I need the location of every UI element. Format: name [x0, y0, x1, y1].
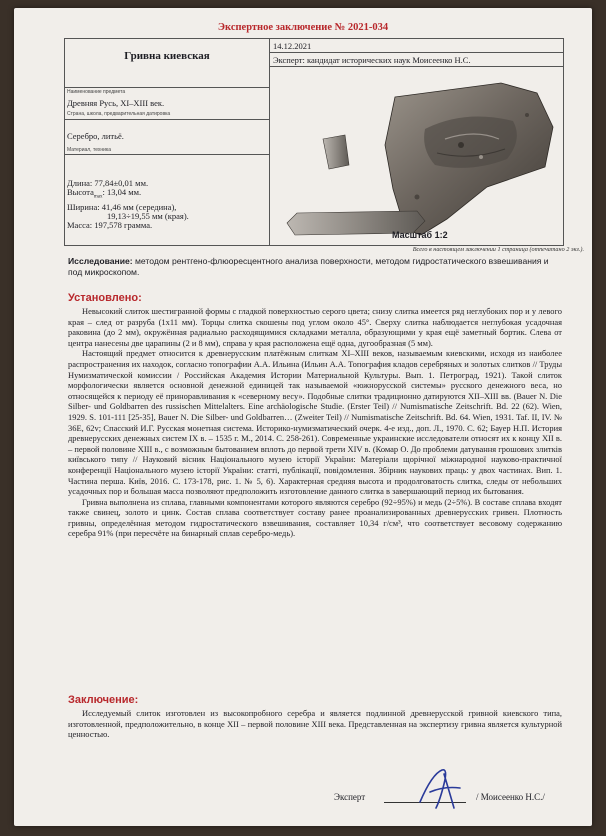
origin-value: Древняя Русь, XI–XIII век. [67, 98, 165, 108]
paragraph: Исследуемый слиток изготовлен из высокопробного серебра и является подлинной древнерусской гривной киевского типа, изготовленной, предположительно, в конце XII – первой половине XIII века. Представленная на экспертизу гривна является культурной ценностью. [68, 708, 562, 740]
table-divider [65, 154, 269, 155]
dim-width: Ширина: 41,46 мм (середина), [67, 201, 177, 212]
research-text: методом рентгено-флюоресцентного анализа поверхности, методом гидростатического взвешивания и под микроскопом. [68, 256, 549, 277]
research-methods [68, 256, 562, 278]
signature-label: Эксперт [334, 792, 366, 802]
material-value: Серебро, литьё. [67, 131, 124, 141]
scale-label: Масштаб 1:2 [392, 230, 448, 240]
signature-name: / Моисеенко Н.С./ [476, 792, 545, 802]
established-heading: Установлено: [68, 292, 142, 304]
pages-note: Всего в настоящем заключении 1 страница (отпечатано 2 экз.). [412, 246, 584, 253]
table-divider [269, 39, 270, 245]
conclusion-heading: Заключение: [68, 694, 139, 706]
ingot-photo [275, 69, 560, 243]
report-date: 14.12.2021 [273, 41, 312, 51]
report-title: Экспертное заключение № 2021-034 [217, 22, 389, 33]
established-text [68, 306, 562, 539]
table-divider [269, 66, 563, 67]
handwritten-signature [414, 764, 470, 814]
conclusion-text [68, 708, 562, 740]
expert-report-sheet [14, 8, 592, 826]
table-divider [65, 119, 269, 120]
dimensions-list [67, 179, 189, 231]
table-divider [269, 52, 563, 53]
dim-width-edges: 19,13÷19,55 мм (края). [107, 210, 189, 221]
paragraph: Настоящий предмет относится к древнерусским платёжным слиткам XI–XIII веков, называемым киевскими, исходя из наиболее распространения их находок, согласно топографии А.А. Ильина (Ильин А.А. Топография кладов серебряных и золотых слитков // Труды Нумизматической комиссии / Российская Академия Истории Материальной Культуры. Вып. 1. Петроград, 1921). Такой слиток морфологически является основной денежной единицей так называемой «южнорусской системы» русского денежного веса, но относящейся к периоду её приноравливания к «северному весу». Подобные слитки традиционно датируются XII–XIII вв. (Bauer N. Die Silber- und Goldbarren des russischen Mittelalters. Eine archäologische Studie. (Erster Teil) // Numismatische Zeitschrift. Bd. 22 (62). Wien, 1929. S. 101-111 [25-35], Bauer N. Die Silber- und Goldbarren… (Zweiter Teil) // Numismatische Zeitschrift. Bd. 64. Wien, 1931. Taf. II, IV. № 36E, 62v; Спасский И.Г. Русская монетная система. Историко-нумизматический очерк. 4-е изд., доп. Л., 1970. С. 62; Бауер Н.П. История древнерусских денежных систем IX в. – 1535 г. М., 2014. С. 258-261). Современные украинские исследователи относят их к концу XII в. – первой половине XIII в., с возможным бытованием вплоть до первой трети XIV в. (Комар О. До проблеми датування грошових злитків київського типу // Науковий вісник Національного музею історії України: Матеріали щорічної міжнародної науково-практичної конференції Національного музею історії України: статті, публікації, повідомлення. Збірник наукових праць: у двох частинах. Вип. 1. Частина перша. Київ, 2016. С. 173-178, рис. 1. № 5, 6). Характерная средняя высота и продолговатость слитка, следы от небольших усадочных пор и большая масса позволяют предположить изготовление данного слитка в завершающий период их бытования. [68, 348, 562, 497]
origin-label: Страна, школа, предварительная датировка [67, 111, 171, 117]
paragraph: Невысокий слиток шестигранной формы с гладкой поверхностью серого цвета; снизу слитка имеется ряд неглубоких пор и у левого края – след от разруба (1х11 мм). Торцы слитка скошены под углом около 45°. Сверху слитка наблюдается неглубокая усадочная раковина (до 2 мм), окружённая радиально расходящимися складками металла, образующими у края ещё заметный бортик. Слева от центра нанесены две царапины (2 и 8 мм), справа у края расположена ещё одна, дугообразная (5 мм). [68, 306, 562, 348]
dim-height: Высота$_{max}$: 13,04 мм. [67, 187, 142, 201]
material-label: Материал, техника [67, 147, 111, 153]
dim-mass: Масса: 197,578 грамма. [67, 220, 153, 231]
item-info-table [64, 38, 564, 246]
research-label: Исследование: [68, 256, 133, 266]
ingot-end-view [323, 135, 349, 169]
name-label: Наименование предмета [67, 89, 126, 95]
table-divider [65, 87, 269, 88]
item-name: Гривна киевская [124, 50, 210, 62]
expert-info: Эксперт: кандидат исторических наук Моисеенко Н.С. [273, 55, 471, 65]
paragraph: Гривна выполнена из сплава, главными компонентами которого являются серебро (92÷95%) и медь (2÷5%). В составе сплава входят также свинец, золото и цинк. Состав сплава соответствует составу ранее проанализированных древнерусских гривен. Плотность гривны, определённая методом гидростатического взвешивания, составляет 10,34 г/см³, что соответствует весовому содержанию серебра 91% (при пересчёте на бинарный сплав серебро-медь). [68, 496, 562, 539]
dim-length: Длина: 77,84±0,01 мм. [67, 178, 149, 188]
height-subscript: max [93, 195, 103, 201]
